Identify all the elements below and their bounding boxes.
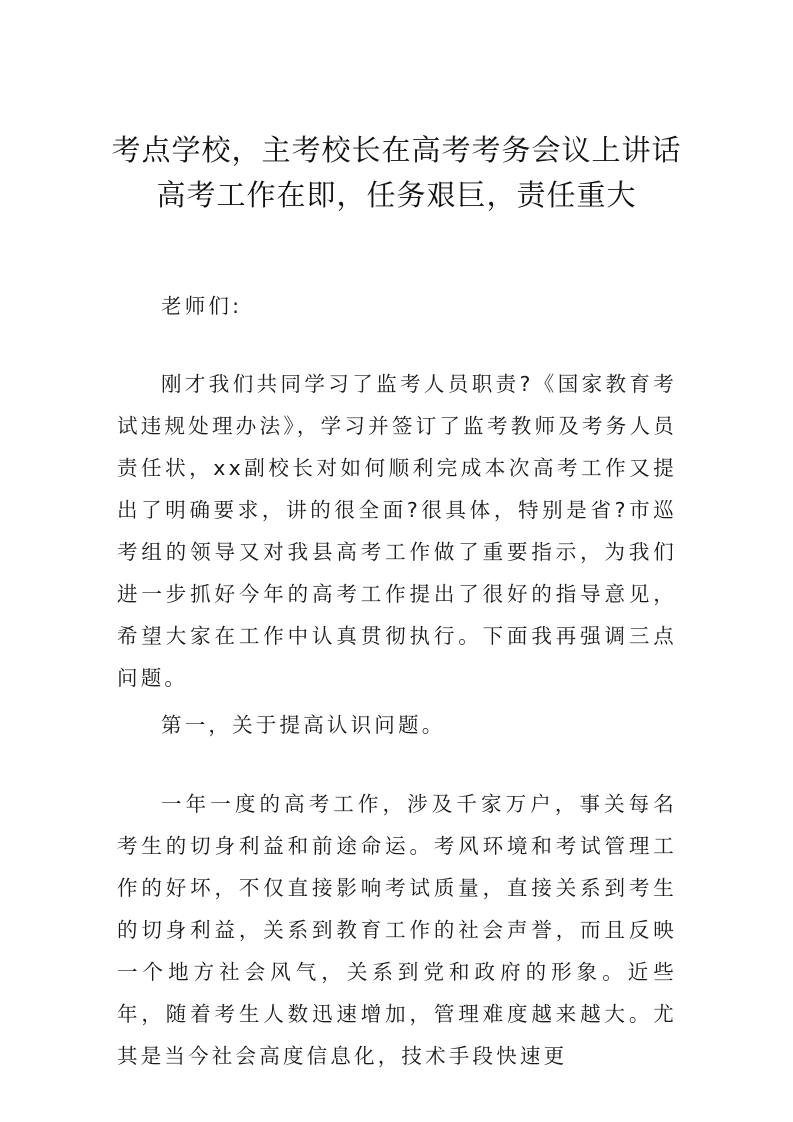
paragraph: 一年一度的高考工作，涉及千家万户，事关每名考生的切身利益和前途命运。考风环境和考试管理工作的好坏，不仅直接影响考试质量，直接关系到考生的切身利益，关系到教育工作的社会声誉，而且反映一个地方社会风气，关系到党和政府的形象。近些年，随着考生人数迅速增加，管理难度越来越大。尤其是当今社会高度信息化，技术手段快速更 <box>117 792 677 1068</box>
section-heading: 第一，关于提高认识问题。 <box>161 713 446 737</box>
document-title: 考点学校，主考校长在高考考务会议上讲话 <box>111 133 682 167</box>
document-subtitle: 高考工作在即，任务艰巨，责任重大 <box>156 178 637 212</box>
greeting: 老师们: <box>161 294 243 318</box>
paragraph: 刚才我们共同学习了监考人员职责?《国家教育考试违规处理办法》，学习并签订了监考教师及考务人员责任状，xx副校长对如何顺利完成本次高考工作又提出了明确要求，讲的很全面?很具体，特别是省?市巡考组的领导又对我县高考工作做了重要指示，为我们进一步抓好今年的高考工作提出了很好的指导意见，希望大家在工作中认真贯彻执行。下面我再强调三点问题。 <box>117 372 677 690</box>
